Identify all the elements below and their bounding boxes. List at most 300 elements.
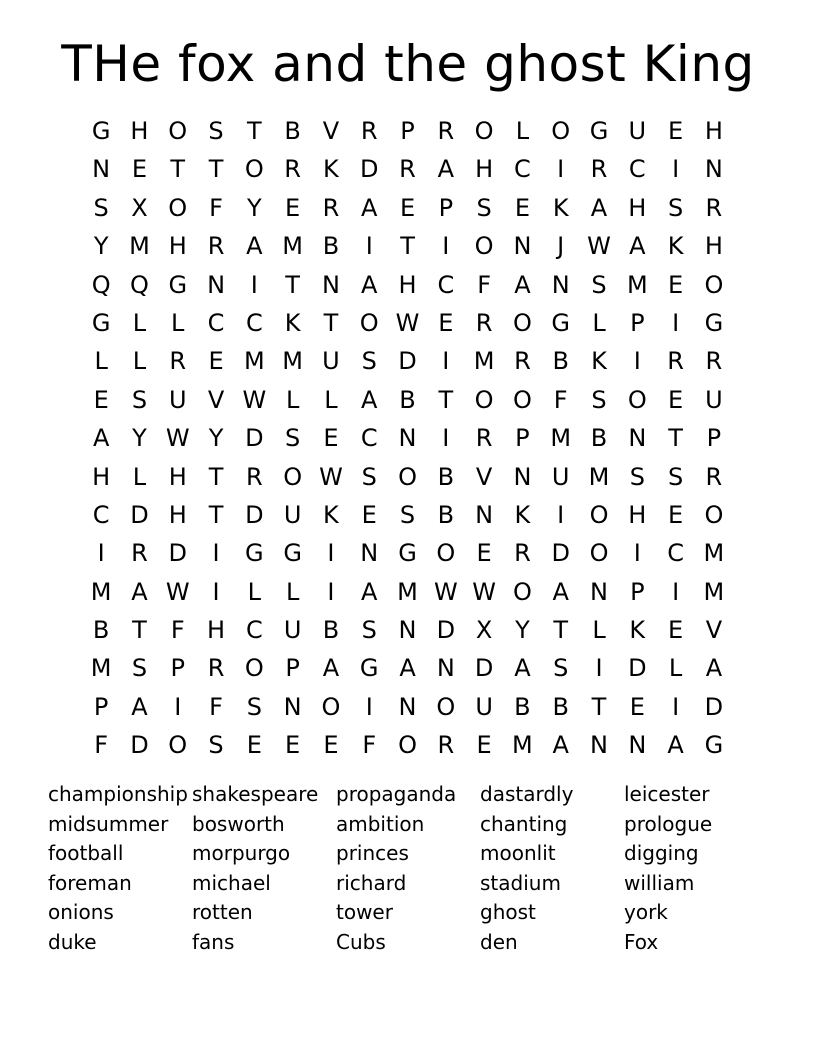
grid-letter[interactable]: G bbox=[589, 117, 609, 145]
grid-letter[interactable]: M bbox=[90, 654, 112, 683]
grid-letter[interactable]: S bbox=[476, 193, 492, 222]
grid-letter[interactable]: M bbox=[588, 462, 610, 491]
grid-letter[interactable]: W bbox=[165, 424, 190, 453]
grid-letter[interactable]: S bbox=[553, 654, 569, 683]
grid-letter[interactable]: E bbox=[93, 385, 109, 414]
grid-letter[interactable]: M bbox=[626, 270, 648, 299]
grid-letter[interactable]: B bbox=[552, 692, 569, 721]
grid-letter[interactable]: I bbox=[327, 539, 335, 568]
grid-letter[interactable]: R bbox=[284, 155, 301, 184]
grid-letter[interactable]: L bbox=[515, 117, 530, 145]
grid-letter[interactable]: W bbox=[395, 308, 420, 337]
grid-letter[interactable]: B bbox=[92, 616, 110, 645]
grid-row bbox=[82, 611, 733, 649]
grid-letter[interactable]: H bbox=[628, 193, 647, 222]
grid-letter[interactable]: C bbox=[514, 155, 531, 184]
grid-letter[interactable]: L bbox=[94, 347, 108, 376]
grid-letter[interactable]: E bbox=[668, 500, 684, 529]
grid-letter[interactable]: R bbox=[207, 654, 225, 683]
grid-letter[interactable]: T bbox=[591, 692, 607, 721]
grid-letter[interactable]: A bbox=[361, 193, 378, 222]
grid-letter[interactable]: L bbox=[592, 616, 606, 645]
grid-letter[interactable]: U bbox=[168, 385, 187, 414]
grid-letter[interactable]: N bbox=[321, 270, 340, 299]
grid-letter[interactable]: S bbox=[131, 385, 148, 414]
grid-letter[interactable]: L bbox=[285, 577, 300, 606]
grid-letter[interactable]: Y bbox=[247, 193, 262, 222]
grid-letter[interactable]: R bbox=[514, 539, 531, 568]
grid-letter[interactable]: M bbox=[243, 347, 265, 376]
grid-letter[interactable]: O bbox=[704, 270, 724, 299]
grid-letter[interactable]: B bbox=[322, 232, 340, 261]
grid-letter[interactable]: H bbox=[168, 462, 187, 491]
grid-letter[interactable]: C bbox=[92, 500, 110, 529]
grid-letter[interactable]: R bbox=[322, 193, 340, 222]
grid-letter[interactable]: G bbox=[704, 731, 724, 760]
grid-letter[interactable]: T bbox=[438, 385, 454, 414]
grid-letter[interactable]: V bbox=[207, 385, 225, 414]
grid-letter[interactable]: E bbox=[323, 424, 339, 453]
grid-letter[interactable]: H bbox=[704, 232, 723, 261]
grid-letter[interactable]: G bbox=[359, 654, 379, 683]
grid-letter[interactable]: A bbox=[552, 731, 569, 760]
grid-letter[interactable]: O bbox=[704, 500, 724, 529]
grid-letter[interactable]: R bbox=[207, 232, 225, 261]
grid-letter[interactable]: X bbox=[475, 616, 493, 645]
grid-letter[interactable]: Q bbox=[91, 270, 111, 299]
grid-letter[interactable]: N bbox=[398, 692, 417, 721]
grid-letter[interactable]: D bbox=[551, 539, 570, 568]
grid-letter[interactable]: O bbox=[551, 117, 571, 145]
grid-letter[interactable]: T bbox=[170, 155, 186, 184]
grid-letter[interactable]: B bbox=[437, 500, 455, 529]
grid-letter[interactable]: P bbox=[706, 424, 722, 453]
grid-letter[interactable]: C bbox=[437, 270, 455, 299]
grid-letter[interactable]: M bbox=[397, 577, 418, 606]
grid-letter[interactable]: G bbox=[168, 270, 188, 299]
grid-letter[interactable]: G bbox=[283, 539, 302, 568]
grid-letter[interactable]: Y bbox=[132, 424, 147, 453]
grid-letter[interactable]: E bbox=[476, 731, 492, 760]
grid-letter[interactable]: P bbox=[93, 692, 109, 721]
grid-letter[interactable]: E bbox=[438, 308, 454, 337]
grid-letter[interactable]: F bbox=[209, 692, 223, 721]
grid-letter[interactable]: L bbox=[247, 577, 262, 606]
grid-letter[interactable]: R bbox=[169, 347, 187, 376]
grid-letter[interactable]: O bbox=[398, 462, 417, 491]
grid-letter[interactable]: I bbox=[633, 347, 641, 376]
grid-letter[interactable]: E bbox=[629, 692, 645, 721]
grid-letter[interactable]: L bbox=[171, 308, 185, 337]
grid-letter[interactable]: M bbox=[90, 577, 112, 606]
grid-letter[interactable]: O bbox=[474, 117, 494, 145]
grid-letter[interactable]: N bbox=[398, 616, 417, 645]
grid-letter[interactable]: I bbox=[672, 308, 680, 337]
grid-letter[interactable]: D bbox=[168, 539, 187, 568]
grid-letter[interactable]: W bbox=[587, 232, 611, 261]
grid-letter[interactable]: G bbox=[704, 308, 724, 337]
grid-letter[interactable]: Q bbox=[130, 270, 149, 299]
grid-letter[interactable]: W bbox=[319, 462, 343, 491]
grid-letter[interactable]: C bbox=[245, 616, 263, 645]
grid-letter[interactable]: M bbox=[129, 232, 150, 261]
grid-letter[interactable]: Y bbox=[208, 424, 224, 453]
grid-letter[interactable]: A bbox=[667, 731, 684, 760]
grid-letter[interactable]: H bbox=[168, 500, 187, 529]
grid-row bbox=[82, 726, 733, 764]
grid-letter[interactable]: I bbox=[174, 692, 182, 721]
grid-letter[interactable]: A bbox=[131, 577, 148, 606]
grid-letter[interactable]: A bbox=[361, 577, 378, 606]
grid-letter[interactable]: T bbox=[553, 616, 569, 645]
grid-letter[interactable]: S bbox=[246, 692, 262, 721]
grid-letter[interactable]: Y bbox=[93, 232, 109, 261]
grid-letter[interactable]: A bbox=[361, 385, 378, 414]
grid-letter[interactable]: A bbox=[514, 270, 531, 299]
grid-letter[interactable]: D bbox=[130, 500, 149, 529]
grid-letter[interactable]: N bbox=[92, 155, 111, 184]
grid-letter[interactable]: R bbox=[437, 731, 455, 760]
grid-letter[interactable]: L bbox=[132, 308, 147, 337]
grid-letter[interactable]: C bbox=[207, 308, 225, 337]
grid-letter[interactable]: I bbox=[97, 539, 105, 568]
grid-letter[interactable]: N bbox=[283, 692, 302, 721]
grid-letter[interactable]: E bbox=[323, 731, 339, 760]
word-list-item: bosworth bbox=[192, 811, 285, 836]
grid-letter[interactable]: M bbox=[550, 424, 572, 453]
grid-letter[interactable]: K bbox=[323, 155, 339, 184]
word-list-item: chanting bbox=[480, 811, 568, 836]
grid-letter[interactable]: R bbox=[705, 193, 723, 222]
grid-letter[interactable]: E bbox=[668, 385, 684, 414]
grid-letter[interactable]: X bbox=[131, 193, 148, 222]
grid-letter[interactable]: A bbox=[437, 155, 455, 184]
word-list-item: york bbox=[624, 900, 668, 925]
grid-letter[interactable]: W bbox=[433, 577, 458, 606]
grid-letter[interactable]: C bbox=[360, 424, 378, 453]
grid-letter[interactable]: H bbox=[92, 462, 111, 491]
grid-letter[interactable]: A bbox=[131, 692, 148, 721]
grid-letter[interactable]: O bbox=[244, 155, 264, 184]
grid-letter[interactable]: S bbox=[93, 193, 109, 222]
grid-letter[interactable]: G bbox=[245, 539, 264, 568]
grid-letter[interactable]: W bbox=[472, 577, 496, 606]
grid-letter[interactable]: V bbox=[322, 117, 340, 145]
grid-letter[interactable]: I bbox=[672, 577, 680, 606]
grid-letter[interactable]: N bbox=[436, 654, 455, 683]
grid-letter[interactable]: N bbox=[398, 424, 417, 453]
grid-letter[interactable]: G bbox=[91, 117, 111, 145]
grid-letter[interactable]: R bbox=[475, 308, 493, 337]
grid-letter[interactable]: E bbox=[285, 731, 301, 760]
grid-letter[interactable]: S bbox=[591, 270, 607, 299]
grid-letter[interactable]: N bbox=[590, 577, 608, 606]
grid-letter[interactable]: N bbox=[551, 270, 570, 299]
grid-letter[interactable]: S bbox=[208, 117, 224, 145]
grid-letter[interactable]: S bbox=[208, 731, 224, 760]
grid-letter[interactable]: N bbox=[628, 424, 647, 453]
grid-letter[interactable]: E bbox=[514, 193, 530, 222]
letter-grid bbox=[82, 112, 733, 765]
grid-letter[interactable]: G bbox=[398, 539, 417, 568]
grid-letter[interactable]: S bbox=[361, 462, 377, 491]
grid-letter[interactable]: P bbox=[630, 577, 645, 606]
grid-letter[interactable]: H bbox=[475, 155, 494, 184]
grid-letter[interactable]: N bbox=[590, 731, 608, 760]
grid-letter[interactable]: N bbox=[513, 232, 532, 261]
grid-letter[interactable]: R bbox=[667, 347, 684, 376]
grid-letter[interactable]: T bbox=[132, 616, 147, 645]
grid-letter[interactable]: L bbox=[324, 385, 338, 414]
grid-letter[interactable]: I bbox=[672, 155, 680, 184]
grid-letter[interactable]: P bbox=[170, 654, 185, 683]
grid-letter[interactable]: T bbox=[400, 232, 415, 261]
grid-letter[interactable]: D bbox=[130, 731, 149, 760]
grid-letter[interactable]: A bbox=[92, 424, 110, 453]
grid-letter[interactable]: Y bbox=[515, 616, 530, 645]
grid-letter[interactable]: A bbox=[322, 654, 340, 683]
grid-letter[interactable]: F bbox=[362, 731, 377, 760]
grid-letter[interactable]: I bbox=[557, 155, 565, 184]
grid-letter[interactable]: M bbox=[703, 539, 725, 568]
grid-letter[interactable]: K bbox=[591, 347, 607, 376]
grid-letter[interactable]: E bbox=[668, 270, 684, 299]
grid-letter[interactable]: B bbox=[514, 692, 531, 721]
grid-letter[interactable]: S bbox=[361, 347, 377, 376]
grid-letter[interactable]: O bbox=[168, 193, 188, 222]
grid-letter[interactable]: E bbox=[361, 500, 377, 529]
grid-letter[interactable]: G bbox=[91, 308, 111, 337]
grid-letter[interactable]: A bbox=[590, 193, 608, 222]
grid-letter[interactable]: O bbox=[627, 385, 647, 414]
grid-letter[interactable]: B bbox=[322, 616, 340, 645]
grid-letter[interactable]: P bbox=[515, 424, 530, 453]
grid-letter[interactable]: V bbox=[475, 462, 493, 491]
word-list-item: rotten bbox=[192, 900, 253, 925]
grid-letter[interactable]: A bbox=[361, 270, 378, 299]
grid-letter[interactable]: R bbox=[705, 347, 723, 376]
grid-letter[interactable]: K bbox=[284, 308, 301, 337]
grid-letter[interactable]: D bbox=[704, 692, 724, 721]
grid-letter[interactable]: M bbox=[512, 731, 533, 760]
grid-letter[interactable]: D bbox=[245, 424, 264, 453]
grid-letter[interactable]: O bbox=[244, 654, 264, 683]
grid-letter[interactable]: A bbox=[399, 654, 416, 683]
grid-letter[interactable]: F bbox=[209, 193, 223, 222]
grid-letter[interactable]: I bbox=[442, 347, 450, 376]
grid-letter[interactable]: U bbox=[322, 347, 340, 376]
grid-letter[interactable]: H bbox=[704, 117, 723, 145]
grid-letter[interactable]: T bbox=[208, 155, 224, 184]
grid-letter[interactable]: U bbox=[628, 117, 647, 145]
grid-letter[interactable]: C bbox=[245, 308, 263, 337]
grid-letter[interactable]: R bbox=[245, 462, 263, 491]
grid-letter[interactable]: H bbox=[130, 117, 149, 145]
grid-letter[interactable]: D bbox=[436, 616, 456, 645]
grid-letter[interactable]: H bbox=[207, 616, 226, 645]
grid-letter[interactable]: R bbox=[437, 117, 455, 145]
grid-letter[interactable]: S bbox=[131, 654, 148, 683]
grid-letter[interactable]: G bbox=[551, 308, 571, 337]
grid-letter[interactable]: D bbox=[474, 654, 494, 683]
grid-letter[interactable]: S bbox=[629, 462, 645, 491]
grid-letter[interactable]: I bbox=[595, 654, 603, 683]
grid-letter[interactable]: A bbox=[514, 654, 531, 683]
grid-letter[interactable]: L bbox=[132, 462, 147, 491]
grid-letter[interactable]: I bbox=[212, 577, 220, 606]
grid-letter[interactable]: I bbox=[365, 692, 373, 721]
grid-letter[interactable]: J bbox=[557, 232, 565, 261]
grid-letter[interactable]: I bbox=[672, 692, 680, 721]
grid-letter[interactable]: N bbox=[360, 539, 379, 568]
grid-letter[interactable]: N bbox=[513, 462, 532, 491]
grid-letter[interactable]: I bbox=[212, 539, 220, 568]
grid-letter[interactable]: K bbox=[514, 500, 531, 529]
grid-letter[interactable]: S bbox=[285, 424, 301, 453]
grid-letter[interactable]: F bbox=[170, 616, 185, 645]
grid-letter[interactable]: S bbox=[399, 500, 416, 529]
grid-letter[interactable]: B bbox=[437, 462, 455, 491]
grid-letter[interactable]: P bbox=[285, 654, 300, 683]
grid-letter[interactable]: U bbox=[705, 385, 723, 414]
grid-letter[interactable]: K bbox=[629, 616, 646, 645]
grid-letter[interactable]: R bbox=[131, 539, 148, 568]
grid-letter[interactable]: U bbox=[283, 616, 302, 645]
grid-letter[interactable]: L bbox=[668, 654, 683, 683]
grid-letter[interactable]: T bbox=[247, 117, 262, 145]
grid-letter[interactable]: P bbox=[438, 193, 454, 222]
grid-letter[interactable]: D bbox=[628, 654, 647, 683]
grid-letter[interactable]: O bbox=[512, 385, 532, 414]
grid-letter[interactable]: D bbox=[398, 347, 417, 376]
grid-letter[interactable]: B bbox=[552, 347, 569, 376]
grid-letter[interactable]: H bbox=[168, 232, 187, 261]
grid-letter[interactable]: F bbox=[94, 731, 109, 760]
grid-letter[interactable]: N bbox=[475, 500, 494, 529]
grid-letter[interactable]: E bbox=[208, 347, 224, 376]
grid-letter[interactable]: O bbox=[168, 117, 188, 145]
grid-letter[interactable]: T bbox=[323, 308, 339, 337]
grid-letter[interactable]: N bbox=[207, 270, 226, 299]
grid-letter[interactable]: U bbox=[283, 500, 302, 529]
grid-letter[interactable]: R bbox=[590, 155, 608, 184]
word-list-item: prologue bbox=[624, 811, 713, 836]
grid-letter[interactable]: L bbox=[132, 347, 147, 376]
grid-letter[interactable]: F bbox=[477, 270, 492, 299]
grid-letter[interactable]: R bbox=[360, 117, 378, 145]
grid-letter[interactable]: M bbox=[703, 577, 725, 606]
grid-letter[interactable]: L bbox=[285, 385, 300, 414]
grid-letter[interactable]: O bbox=[589, 500, 609, 529]
grid-letter[interactable]: I bbox=[327, 577, 335, 606]
grid-letter[interactable]: O bbox=[168, 731, 188, 760]
grid-letter[interactable]: O bbox=[512, 308, 532, 337]
grid-letter[interactable]: E bbox=[399, 193, 416, 222]
grid-letter[interactable]: A bbox=[629, 232, 646, 261]
grid-letter[interactable]: I bbox=[442, 424, 450, 453]
grid-letter[interactable]: B bbox=[399, 385, 416, 414]
grid-letter[interactable]: R bbox=[514, 347, 531, 376]
grid-letter[interactable]: T bbox=[668, 424, 683, 453]
grid-letter[interactable]: O bbox=[359, 308, 379, 337]
grid-letter[interactable]: P bbox=[400, 117, 415, 145]
grid-letter[interactable]: C bbox=[628, 155, 646, 184]
grid-letter[interactable]: N bbox=[628, 731, 647, 760]
grid-letter[interactable]: V bbox=[705, 616, 723, 645]
grid-letter[interactable]: I bbox=[633, 539, 641, 568]
grid-letter[interactable]: B bbox=[284, 117, 301, 145]
grid-letter[interactable]: R bbox=[705, 462, 723, 491]
grid-letter[interactable]: S bbox=[667, 193, 684, 222]
grid-letter[interactable]: E bbox=[246, 731, 262, 760]
grid-letter[interactable]: K bbox=[323, 500, 339, 529]
grid-letter[interactable]: O bbox=[321, 692, 341, 721]
grid-letter[interactable]: E bbox=[476, 539, 492, 568]
grid-letter[interactable]: T bbox=[285, 270, 300, 299]
grid-letter[interactable]: I bbox=[442, 232, 450, 261]
grid-letter[interactable]: I bbox=[365, 232, 373, 261]
grid-letter[interactable]: W bbox=[165, 577, 190, 606]
grid-letter[interactable]: E bbox=[131, 155, 148, 184]
grid-row bbox=[82, 112, 733, 150]
grid-letter[interactable]: H bbox=[628, 500, 647, 529]
grid-letter[interactable]: C bbox=[667, 539, 684, 568]
grid-letter[interactable]: H bbox=[398, 270, 417, 299]
grid-letter[interactable]: O bbox=[283, 462, 303, 491]
grid-letter[interactable]: O bbox=[474, 232, 494, 261]
grid-letter[interactable]: I bbox=[250, 270, 258, 299]
grid-letter[interactable]: M bbox=[282, 347, 303, 376]
grid-letter[interactable]: R bbox=[475, 424, 493, 453]
word-column bbox=[480, 780, 573, 958]
grid-letter[interactable]: O bbox=[436, 692, 456, 721]
grid-letter[interactable]: T bbox=[208, 462, 224, 491]
grid-letter[interactable]: K bbox=[667, 232, 684, 261]
grid-letter[interactable]: N bbox=[704, 155, 723, 184]
grid-letter[interactable]: O bbox=[512, 577, 532, 606]
grid-letter[interactable]: S bbox=[591, 385, 607, 414]
grid-letter[interactable]: W bbox=[242, 385, 267, 414]
word-list-item: stadium bbox=[480, 870, 561, 895]
grid-letter[interactable]: K bbox=[552, 193, 569, 222]
grid-letter[interactable]: U bbox=[551, 462, 570, 491]
grid-letter[interactable]: O bbox=[474, 385, 494, 414]
grid-letter[interactable]: E bbox=[285, 193, 301, 222]
grid-letter[interactable]: F bbox=[553, 385, 568, 414]
grid-letter[interactable]: U bbox=[475, 692, 493, 721]
grid-letter[interactable]: D bbox=[359, 155, 379, 184]
grid-letter[interactable]: O bbox=[436, 539, 456, 568]
grid-letter[interactable]: L bbox=[592, 308, 606, 337]
grid-letter[interactable]: A bbox=[552, 577, 569, 606]
grid-letter[interactable]: O bbox=[589, 539, 609, 568]
grid-letter[interactable]: B bbox=[590, 424, 608, 453]
grid-letter[interactable]: P bbox=[630, 308, 645, 337]
grid-letter[interactable]: M bbox=[473, 347, 495, 376]
grid-letter[interactable]: E bbox=[668, 117, 684, 145]
grid-letter[interactable]: S bbox=[361, 616, 377, 645]
grid-letter[interactable]: A bbox=[246, 232, 263, 261]
grid-letter[interactable]: S bbox=[667, 462, 684, 491]
grid-letter[interactable]: T bbox=[208, 500, 224, 529]
grid-letter[interactable]: E bbox=[668, 616, 684, 645]
grid-letter[interactable]: I bbox=[557, 500, 565, 529]
grid-letter[interactable]: A bbox=[705, 654, 723, 683]
grid-letter[interactable]: D bbox=[245, 500, 264, 529]
grid-letter[interactable]: O bbox=[398, 731, 417, 760]
grid-letter[interactable]: R bbox=[399, 155, 416, 184]
grid-letter[interactable]: M bbox=[282, 232, 303, 261]
